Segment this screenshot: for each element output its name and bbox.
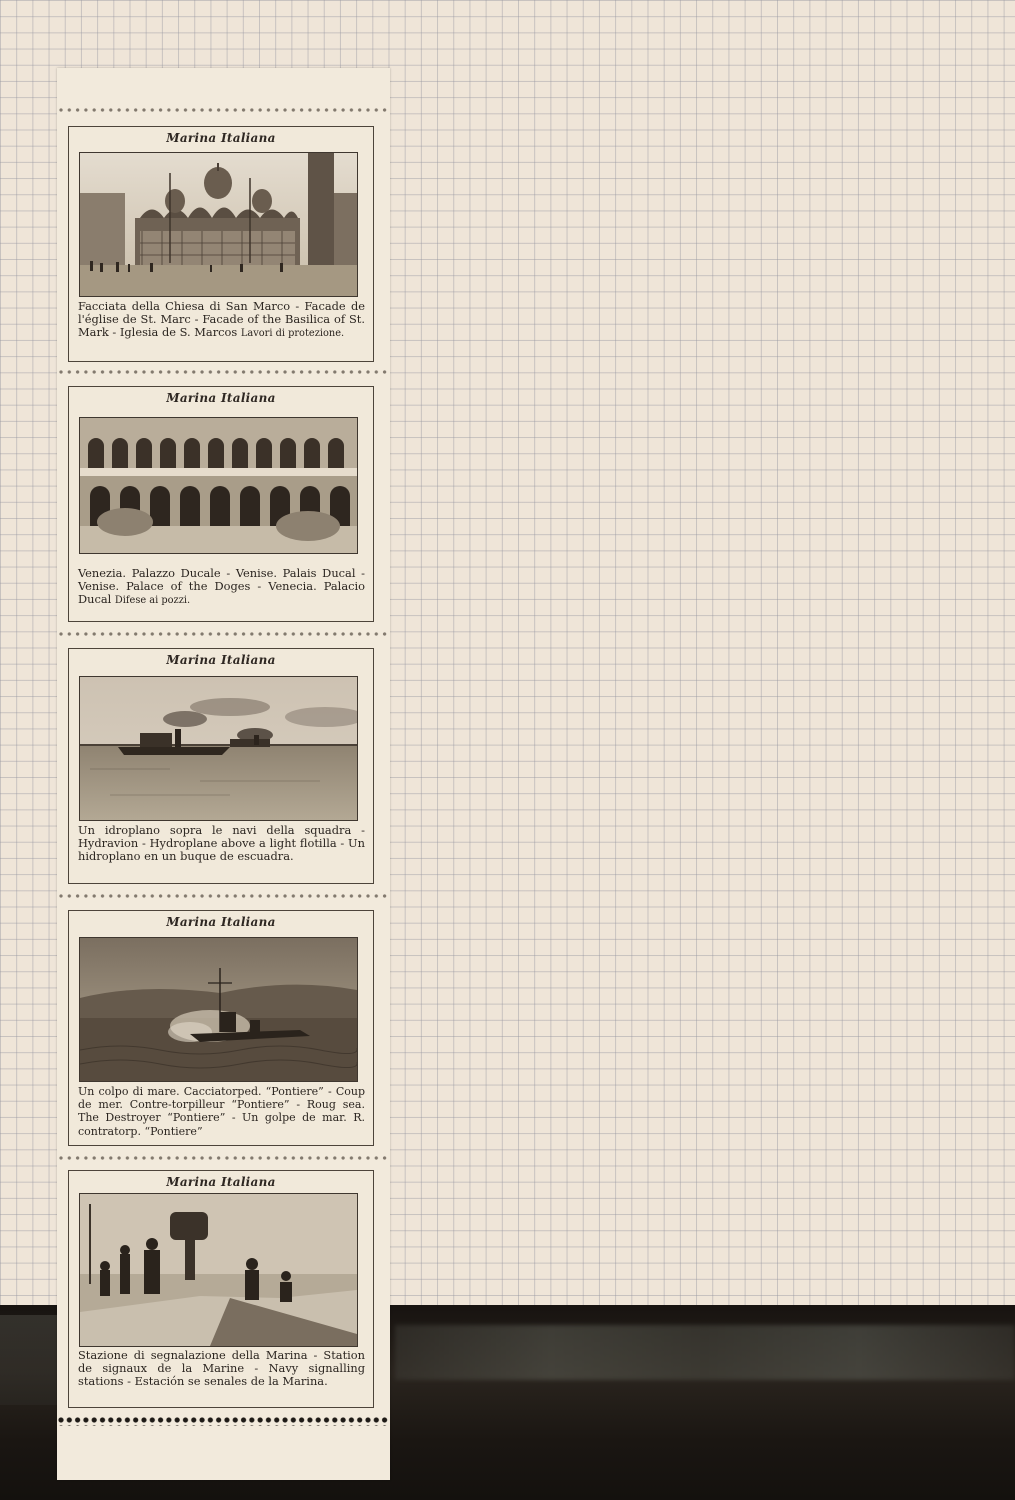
caption-text: Stazione di segnalazione della Marina - Station de signaux de la Marine - Navy signalling stations - Estación se senales de la Marina. bbox=[78, 1348, 365, 1389]
stamp-photo-warships bbox=[79, 676, 358, 821]
stamp-sheet bbox=[57, 68, 390, 1480]
caption-note: Lavori di protezione. bbox=[240, 328, 345, 340]
stamp-header: Marina Italiana bbox=[166, 915, 276, 929]
stamp-header: Marina Italiana bbox=[166, 131, 276, 145]
stamp-signalling-station bbox=[68, 1170, 374, 1408]
perforation-row bbox=[57, 1154, 390, 1164]
stamp-header: Marina Italiana bbox=[166, 653, 276, 667]
stamp-palazzo-ducale bbox=[68, 386, 374, 622]
caption-text: Facciata della Chiesa di San Marco - Facade de l'église de St. Marc - Facade of the Basilica of St. Mark - Iglesia de S. Marcos bbox=[78, 299, 365, 340]
stamp-photo-destroyer bbox=[79, 937, 358, 1082]
perforation-row-bottom bbox=[57, 1416, 390, 1426]
caption-text: Un colpo di mare. Cacciatorped. “Pontiere” - Coup de mer. Contre-torpilleur “Pontiere” - Roug sea. The Destroyer “Pontiere” - Un golpe de mar. R. contratorp. “Pontiere” bbox=[78, 1085, 365, 1138]
stamp-caption bbox=[78, 1085, 365, 1138]
stamp-destroyer bbox=[68, 910, 374, 1146]
stamp-caption bbox=[78, 567, 365, 608]
caption-text: Venezia. Palazzo Ducale - Venise. Palais Ducal - Venise. Palace of the Doges - Venecia. Palacio Ducal bbox=[78, 566, 365, 607]
stamp-caption bbox=[78, 300, 365, 341]
stamp-photo-signalling-station bbox=[79, 1193, 358, 1347]
perforation-row bbox=[57, 892, 390, 902]
stamp-header: Marina Italiana bbox=[166, 1175, 276, 1189]
stamp-warships bbox=[68, 648, 374, 884]
stamp-photo-san-marco bbox=[79, 152, 358, 297]
stamp-photo-palazzo-ducale bbox=[79, 417, 358, 554]
perforation-row bbox=[57, 630, 390, 640]
stamp-san-marco bbox=[68, 126, 374, 362]
stamp-caption bbox=[78, 1349, 365, 1389]
perforation-row bbox=[57, 106, 390, 116]
perforation-row bbox=[57, 368, 390, 378]
caption-note: Difese ai pozzi. bbox=[114, 595, 191, 607]
caption-text: Un idroplano sopra le navi della squadra - Hydravion - Hydroplane above a light flotilla - Un hidroplano en un buque de escuadra. bbox=[78, 823, 365, 864]
stamp-header: Marina Italiana bbox=[166, 391, 276, 405]
stamp-caption bbox=[78, 824, 365, 864]
